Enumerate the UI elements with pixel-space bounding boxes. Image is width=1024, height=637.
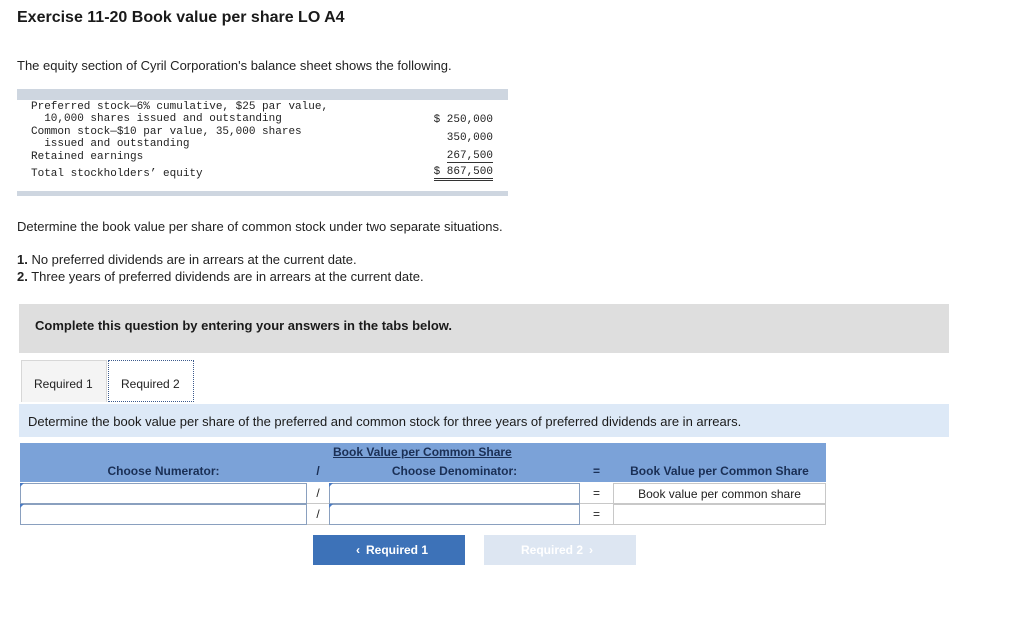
table-header-row xyxy=(20,461,826,482)
header-result: Book Value per Common Share xyxy=(630,464,809,478)
item-number: 2. xyxy=(17,269,28,284)
instruction-bar xyxy=(19,404,949,437)
tab-required-1[interactable] xyxy=(21,360,107,402)
item-text: Three years of preferred dividends are in arrears at the current date. xyxy=(27,269,424,284)
next-button-label: Required 2 xyxy=(520,543,583,557)
determine-text: Determine the book value per share of common stock under two separate situations. xyxy=(17,219,503,234)
tab-label: Required 2 xyxy=(121,377,180,391)
situation-list xyxy=(17,251,424,285)
intro-text: The equity section of Cyril Corporation's balance sheet shows the following. xyxy=(17,58,452,73)
tab-required-2[interactable] xyxy=(108,360,194,402)
prev-button-label: Required 1 xyxy=(365,543,428,557)
prev-required-button[interactable] xyxy=(313,535,465,565)
dropdown-marker-icon xyxy=(20,504,24,508)
amount-retained: 267,500 xyxy=(446,150,493,162)
equity-line: 10,000 shares issued and outstanding xyxy=(31,113,282,125)
header-divide: / xyxy=(316,464,320,478)
chevron-right-icon: › xyxy=(589,543,593,557)
denominator-select[interactable] xyxy=(329,504,580,525)
divide-symbol: / xyxy=(307,504,329,525)
equity-line: Preferred stock—6% cumulative, $25 par value, xyxy=(31,101,329,113)
table-row xyxy=(20,504,826,525)
table-title-row xyxy=(20,443,826,461)
amount-preferred: $ 250,000 xyxy=(433,114,493,126)
amount-total: $ 867,500 xyxy=(434,166,493,181)
equals-symbol: = xyxy=(580,483,613,504)
denominator-select[interactable] xyxy=(329,483,580,504)
result-label: Book value per common share xyxy=(613,483,826,504)
complete-banner xyxy=(19,304,949,353)
dropdown-marker-icon xyxy=(20,483,24,487)
equity-line: Retained earnings xyxy=(31,151,144,163)
numerator-select[interactable] xyxy=(20,483,307,504)
table-title: Book Value per Common Share xyxy=(333,445,512,459)
table-bottom-bar xyxy=(17,191,508,196)
next-required-button[interactable] xyxy=(484,535,636,565)
dropdown-marker-icon xyxy=(329,483,333,487)
equity-total-label: Total stockholders’ equity xyxy=(31,168,203,180)
item-number: 1. xyxy=(17,252,28,267)
item-text: No preferred dividends are in arrears at the current date. xyxy=(27,252,357,267)
situation-item xyxy=(17,251,424,268)
exercise-title: Exercise 11-20 Book value per share LO A4 xyxy=(17,9,345,26)
table-row xyxy=(20,483,826,504)
header-equals: = xyxy=(592,464,600,478)
instruction-text: Determine the book value per share of the preferred and common stock for three years of preferred dividends are in arrears. xyxy=(28,414,742,429)
complete-banner-text: Complete this question by entering your answers in the tabs below. xyxy=(35,318,453,333)
header-denominator: Choose Denominator: xyxy=(391,464,518,478)
amount-common: 350,000 xyxy=(446,132,493,144)
equity-section-table xyxy=(17,89,508,196)
equity-line: issued and outstanding xyxy=(31,138,190,150)
result-input[interactable] xyxy=(613,504,826,525)
divide-symbol: / xyxy=(307,483,329,504)
book-value-table xyxy=(20,443,826,525)
tab-label: Required 1 xyxy=(34,377,93,391)
numerator-select[interactable] xyxy=(20,504,307,525)
equity-line: Common stock—$10 par value, 35,000 shares xyxy=(31,126,302,138)
table-top-bar xyxy=(17,89,508,100)
header-numerator: Choose Numerator: xyxy=(107,464,220,478)
chevron-left-icon: ‹ xyxy=(355,543,360,557)
equals-symbol: = xyxy=(580,504,613,525)
situation-item xyxy=(17,268,424,285)
dropdown-marker-icon xyxy=(329,504,333,508)
